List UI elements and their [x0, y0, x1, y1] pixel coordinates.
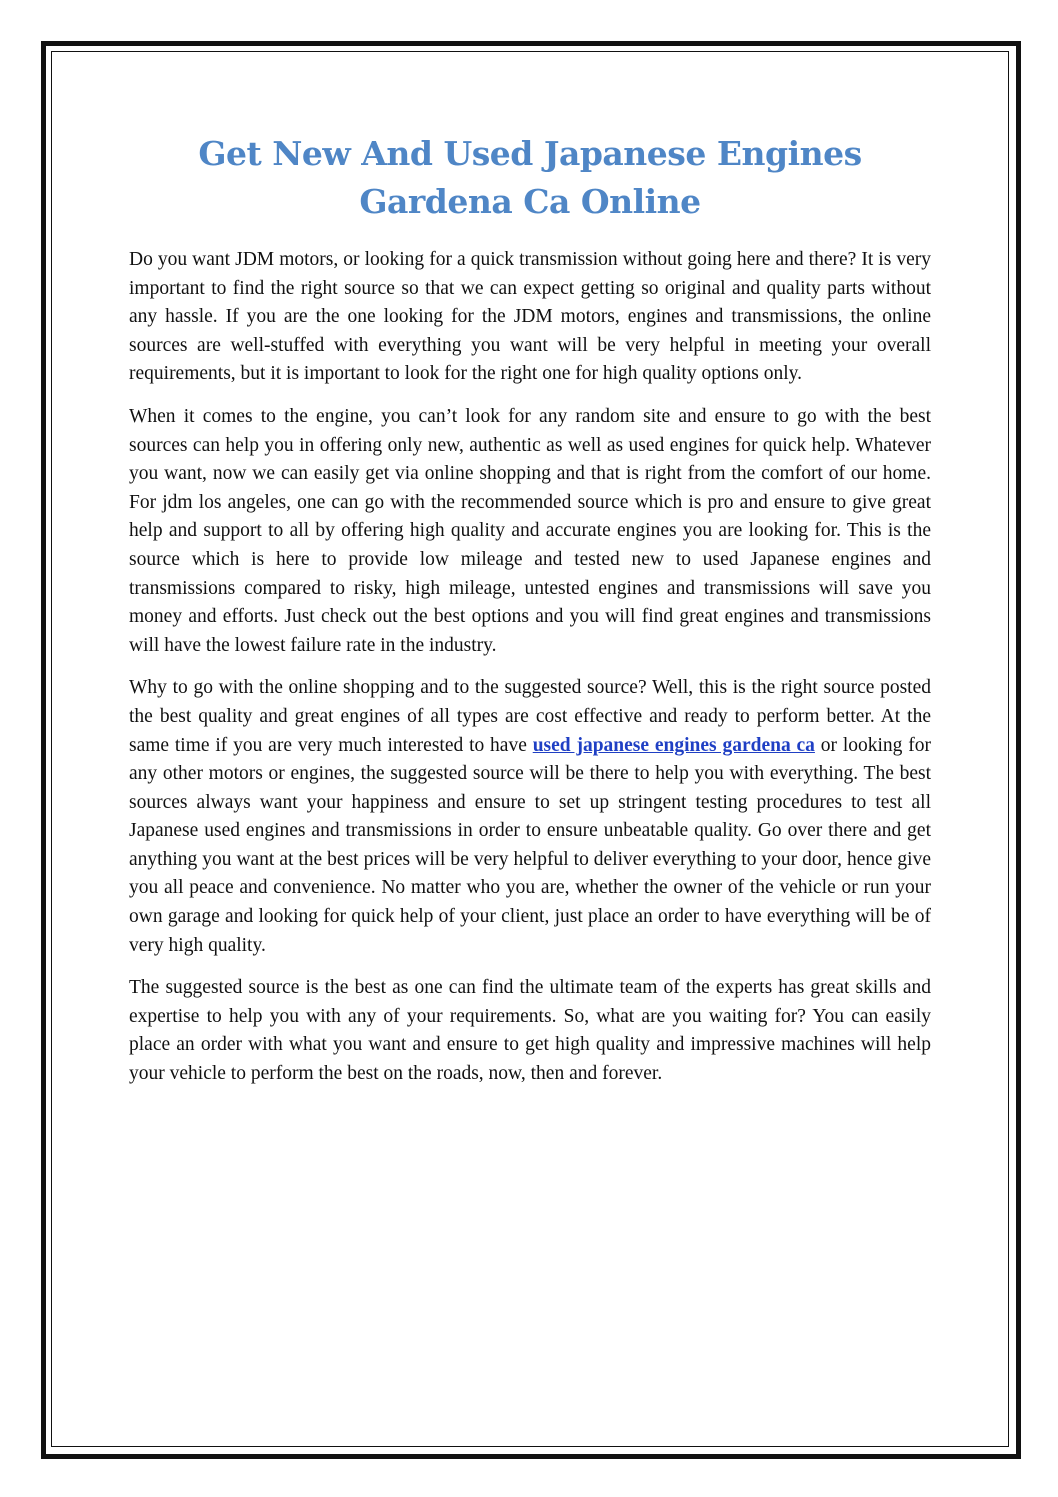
- paragraph-text-after-link: or looking for any other motors or engines, the suggested source will be there to help you with everything. The best sources always want your happiness and ensure to set up stringent testing procedures to test all Japanese used engines and transmissions in order to ensure unbeatable quality. Go over there and get anything you want at the best prices will be very helpful to deliver everything to your door, hence give you all peace and convenience. No matter who you are, whether the owner of the vehicle or run your own garage and looking for quick help of your client, just place an order to have everything will be of very high quality.: [129, 734, 931, 956]
- page-title: Get New And Used Japanese Engines Gardena Ca Online: [198, 134, 862, 221]
- paragraph-online-shopping: [129, 674, 931, 960]
- document-content: [129, 130, 931, 1103]
- paragraph-engines: When it comes to the engine, you can’t look for any random site and ensure to go with the best sources can help you in offering only new, authentic as well as used engines for quick help. Whatever you want, now we can easily get via online shopping and that is right from the comfort of our home. For jdm los angeles, one can go with the recommended source which is pro and ensure to give great help and support to all by offering high quality and accurate engines you are looking for. This is the source which is here to provide low mileage and tested new to used Japanese engines and transmissions compared to risky, high mileage, untested engines and transmissions will save you money and efforts. Just check out the best options and you will find great engines and transmissions will have the lowest failure rate in the industry.: [129, 405, 931, 656]
- paragraph-text-before-link: Why to go with the online shopping and to the suggested source? Well, this is the right source posted the best quality and great engines of all types are cost effective and ready to perform better. At the same time if you are very much interested to have: [129, 677, 931, 756]
- used-japanese-engines-link[interactable]: used japanese engines gardena ca: [532, 734, 815, 756]
- document-body: [129, 246, 931, 1089]
- paragraph-intro: Do you want JDM motors, or looking for a quick transmission without going here and there? It is very important to find the right source so that we can expect getting so original and quality parts without any hassle. If you are the one looking for the JDM motors, engines and transmissions, the online sources are well-stuffed with everything you want will be very helpful in meeting your overall requirements, but it is important to look for the right one for high quality options only.: [129, 249, 931, 385]
- paragraph-conclusion: The suggested source is the best as one can find the ultimate team of the experts has great skills and expertise to help you with any of your requirements. So, what are you waiting for? You can easily place an order with what you want and ensure to get high quality and impressive machines will help your vehicle to perform the best on the roads, now, then and forever.: [129, 977, 931, 1085]
